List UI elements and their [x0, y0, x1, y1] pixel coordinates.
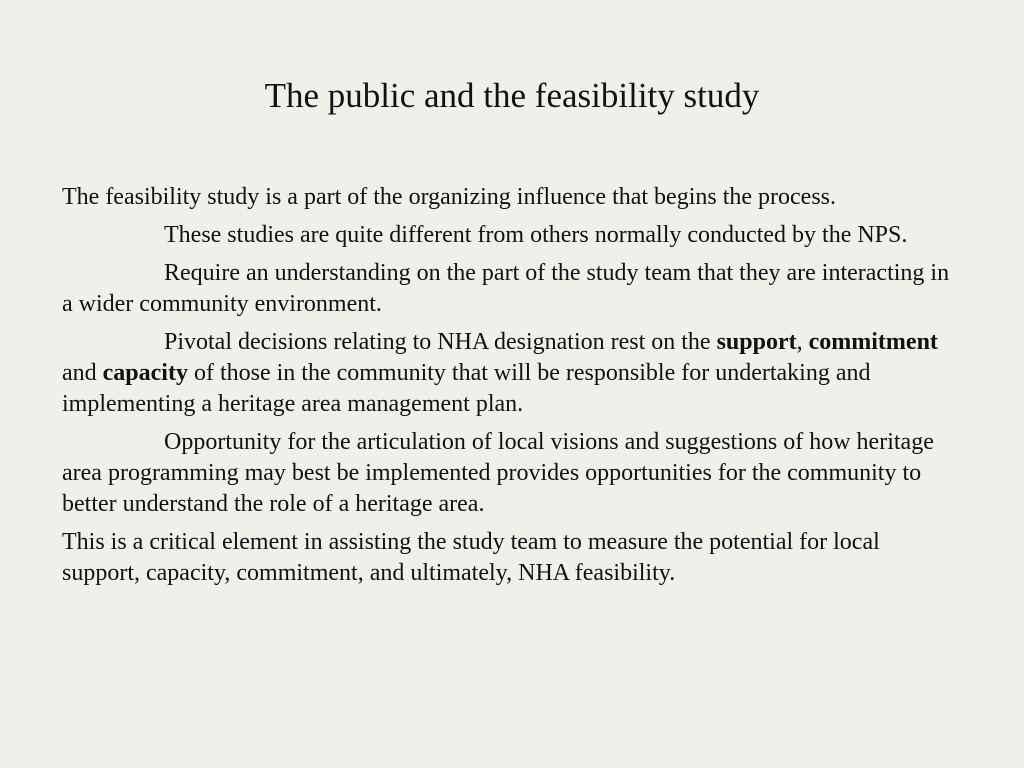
paragraph-opportunity-text: Opportunity for the articulation of local visions and suggestions of how heritage area programming may best be implemented provides opportunities for the community to better understand the role of a heritage area. — [62, 429, 934, 517]
paragraph-pivotal-text-2: of those in the community that will be responsible for undertaking and implementing a heritage area management plan. — [62, 360, 871, 417]
paragraph-critical-element — [62, 527, 962, 589]
slide-title: The public and the feasibility study — [264, 76, 760, 115]
paragraph-intro — [62, 182, 962, 213]
paragraph-pivotal-decisions — [62, 327, 962, 420]
paragraph-studies-different — [62, 220, 962, 251]
paragraph-understanding-text: Require an understanding on the part of the study team that they are interacting in a wider community environment. — [62, 260, 950, 317]
paragraph-studies-different-text: These studies are quite different from others normally conducted by the NPS. — [164, 222, 908, 248]
paragraph-pivotal-text-1: Pivotal decisions relating to NHA designation rest on the — [164, 329, 717, 355]
paragraph-critical-element-text: This is a critical element in assisting the study team to measure the potential for local support, capacity, commitment, and ultimately, NHA feasibility. — [62, 529, 880, 586]
slide-body — [62, 182, 962, 596]
separator-2: and — [62, 360, 103, 386]
separator-1: , — [796, 329, 809, 355]
paragraph-understanding — [62, 258, 962, 320]
paragraph-opportunity — [62, 427, 962, 520]
bold-support: support — [716, 329, 797, 355]
paragraph-intro-text: The feasibility study is a part of the organizing influence that begins the process. — [62, 184, 837, 210]
bold-commitment: commitment — [808, 329, 938, 355]
bold-capacity: capacity — [102, 360, 188, 386]
